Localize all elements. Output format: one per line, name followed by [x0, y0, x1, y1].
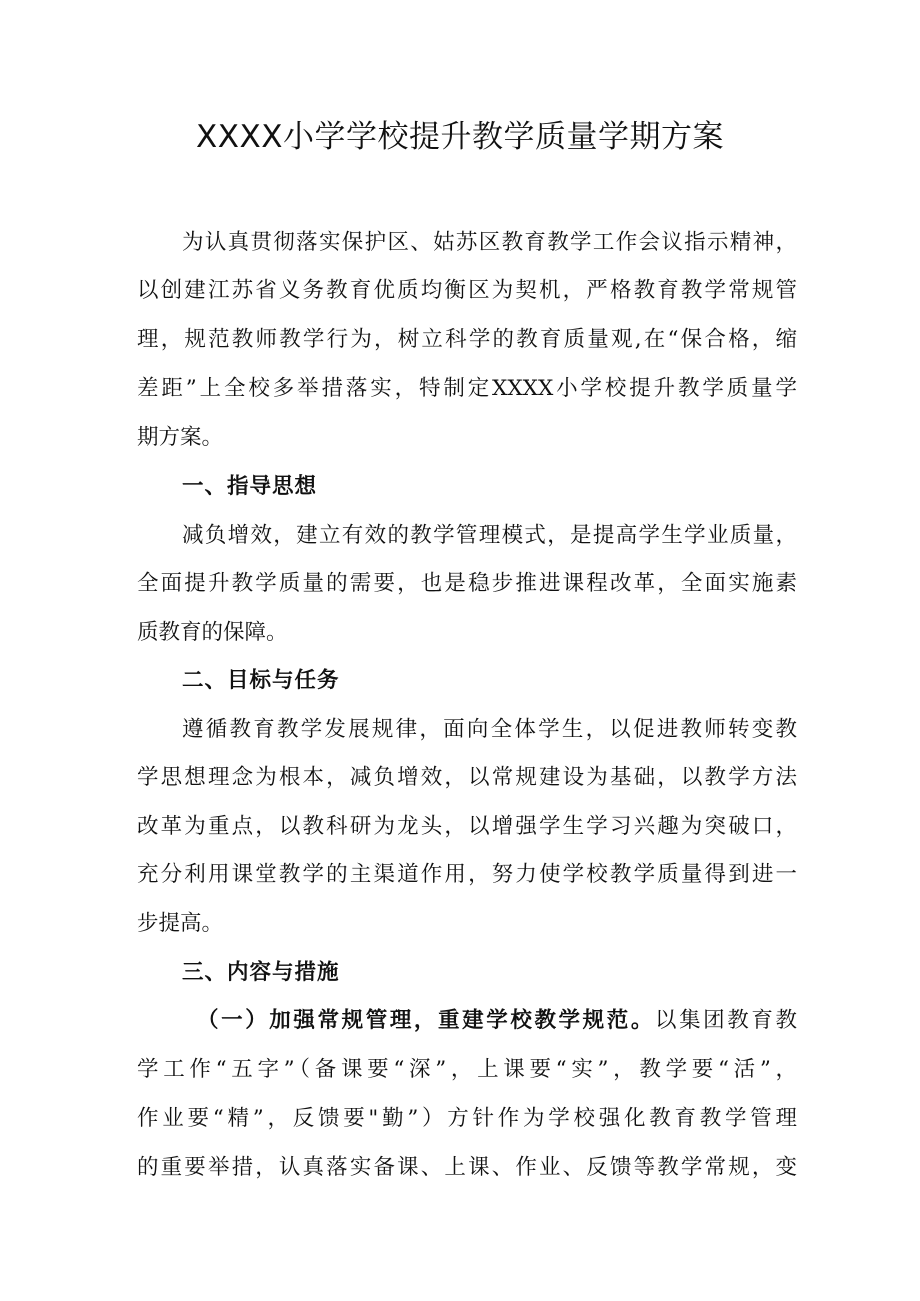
document-title: XXXX小学学校提升教学质量学期方案 [196, 119, 724, 155]
section-heading-content-measures: 三、内容与措施 [182, 960, 340, 985]
section-heading-goals-tasks: 二、目标与任务 [182, 668, 340, 693]
sub-heading-routine-management: （一）加强常规管理，重建学校教学规范。 [197, 1008, 655, 1033]
section2-line-2: 学思想理念为根本，减负增效，以常规建设为基础，以教学方法 [137, 765, 797, 790]
section3-sub1-line-4: 的重要举措，认真落实备课、上课、作业、反馈等教学常规，变 [137, 1155, 797, 1180]
intro-line-2: 以创建江苏省义务教育优质均衡区为契机，严格教育教学常规管 [137, 278, 797, 303]
intro-line-4: 差距”上全校多举措落实，特制定XXXX小学校提升教学质量学 [137, 376, 797, 401]
intro-line-3: 理，规范教师教学行为，树立科学的教育质量观,在“保合格，缩 [137, 327, 797, 352]
section2-line-3: 改革为重点，以教科研为龙头，以增强学生学习兴趣为突破口， [137, 814, 797, 839]
section3-sub1-line-1 [197, 1006, 797, 1036]
section1-line-2: 全面提升教学质量的需要，也是稳步推进课程改革，全面实施素 [137, 571, 797, 596]
section1-line-3: 质教育的保障。 [137, 620, 288, 645]
section3-sub1-line-2: 学工作“五字”（备课要“深”，上课要“实”，教学要“活”， [137, 1057, 797, 1082]
section2-line-5: 步提高。 [137, 911, 224, 936]
section3-sub1-line-3: 作业要“精”，反馈要"勤”）方针作为学校强化教育教学管理 [137, 1106, 797, 1131]
section2-line-1: 遵循教育教学发展规律，面向全体学生，以促进教师转变教 [182, 717, 797, 742]
sub1-first-line-rest: 以集团教育教 [654, 1008, 797, 1033]
section2-line-4: 充分利用课堂教学的主渠道作用，努力使学校教学质量得到进一 [137, 862, 797, 887]
intro-line-1: 为认真贯彻落实保护区、姑苏区教育教学工作会议指示精神， [182, 230, 797, 255]
intro-line-5: 期方案。 [137, 425, 224, 450]
section1-line-1: 减负增效，建立有效的教学管理模式，是提高学生学业质量， [182, 523, 797, 548]
section-heading-guiding-thought: 一、指导思想 [182, 474, 318, 499]
